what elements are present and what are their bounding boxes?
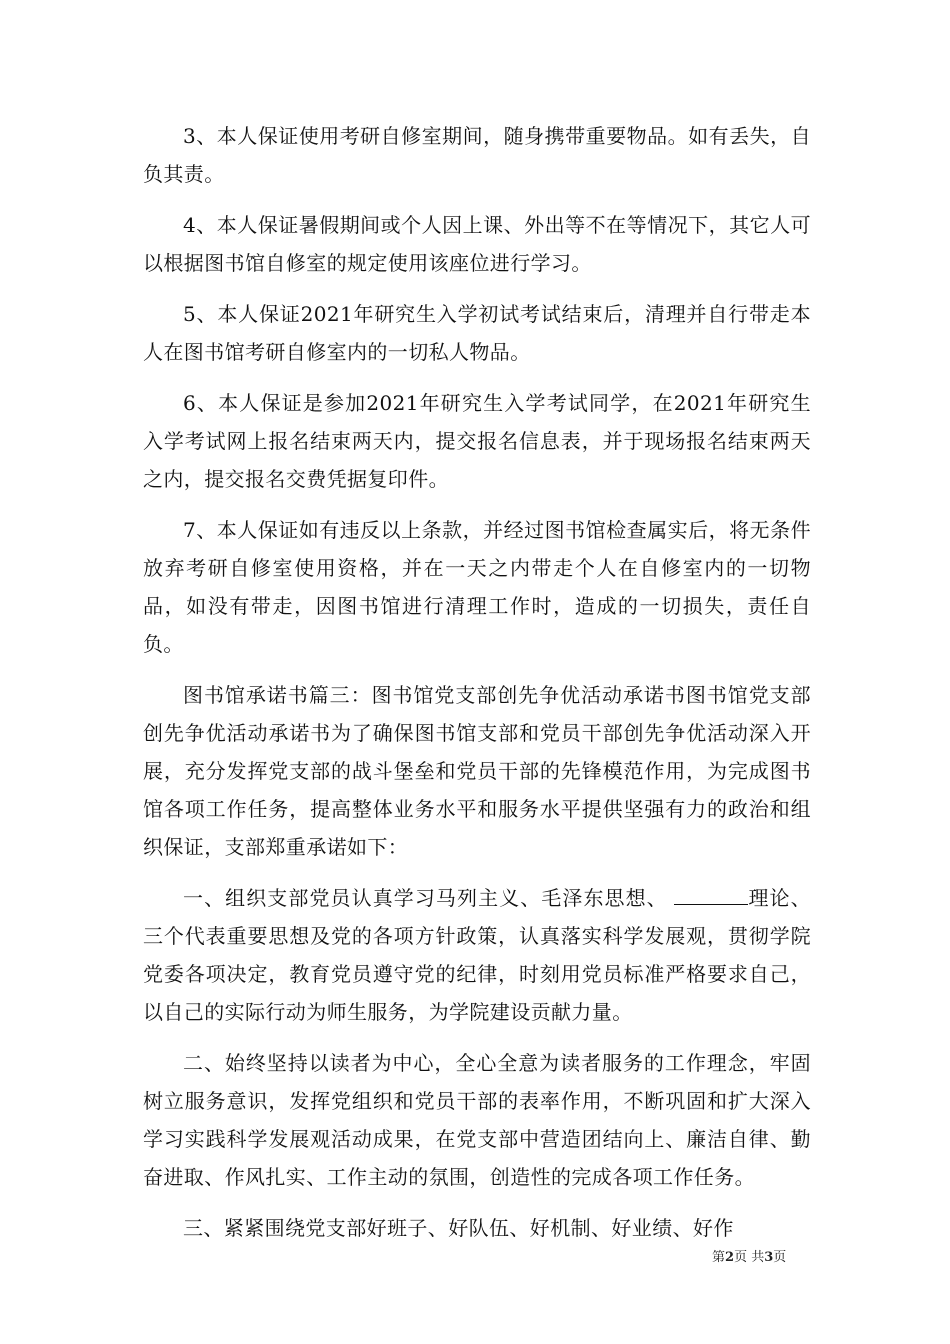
commitment-one-text-end: 理论、三个代表重要思想及党的各项方针政策，认真落实科学发展观，贯彻学院党委各项决定，教育党员遵守党的纪律，时刻用党员标准严格要求自己，以自己的实际行动为师生服务，为学院建设贡献力量。	[143, 886, 811, 1024]
paragraph-item-4: 4、本人保证暑假期间或个人因上课、外出等不在等情况下，其它人可以根据图书馆自修室的规定使用该座位进行学习。	[143, 213, 811, 275]
document-body	[143, 117, 811, 1247]
paragraph-section-three-intro: 图书馆承诺书篇三：图书馆党支部创先争优活动承诺书图书馆党支部创先争优活动承诺书为了确保图书馆支部和党员干部创先争优活动深入开展，充分发挥党支部的战斗堡垒和党员干部的先锋模范作用，为完成图书馆各项工作任务，提高整体业务水平和服务水平提供坚强有力的政治和组织保证，支部郑重承诺如下：	[143, 683, 811, 859]
paragraph-item-5: 5、本人保证2021年研究生入学初试考试结束后，清理并自行带走本人在图书馆考研自修室内的一切私人物品。	[143, 302, 811, 364]
blank-underline	[674, 884, 748, 905]
total-page-number: 3	[764, 1250, 774, 1265]
footer-suffix: 页	[773, 1250, 787, 1265]
paragraph-commitment-one	[143, 879, 811, 1031]
paragraph-commitment-two: 二、始终坚持以读者为中心，全心全意为读者服务的工作理念，牢固树立服务意识，发挥党组织和党员干部的表率作用，不断巩固和扩大深入学习实践科学发展观活动成果，在党支部中营造团结向上、廉洁自律、勤奋进取、作风扎实、工作主动的氛围，创造性的完成各项工作任务。	[143, 1051, 811, 1189]
footer-middle: 页 共	[734, 1250, 765, 1265]
paragraph-item-6: 6、本人保证是参加2021年研究生入学考试同学，在2021年研究生入学考试网上报名结束两天内，提交报名信息表，并于现场报名结束两天之内，提交报名交费凭据复印件。	[143, 391, 811, 491]
paragraph-commitment-three: 三、紧紧围绕党支部好班子、好队伍、好机制、好业绩、好作	[183, 1216, 734, 1240]
paragraph-item-3: 3、本人保证使用考研自修室期间，随身携带重要物品。如有丢失，自负其责。	[143, 124, 811, 186]
page-number-footer	[712, 1250, 786, 1266]
footer-prefix: 第	[712, 1250, 726, 1265]
paragraph-item-7: 7、本人保证如有违反以上条款，并经过图书馆检查属实后，将无条件放弃考研自修室使用资格，并在一天之内带走个人在自修室内的一切物品，如没有带走，因图书馆进行清理工作时，造成的一切损失，责任自负。	[143, 518, 811, 656]
current-page-number: 2	[725, 1250, 735, 1265]
commitment-one-text-start: 一、组织支部党员认真学习马列主义、毛泽东思想、	[183, 886, 668, 910]
